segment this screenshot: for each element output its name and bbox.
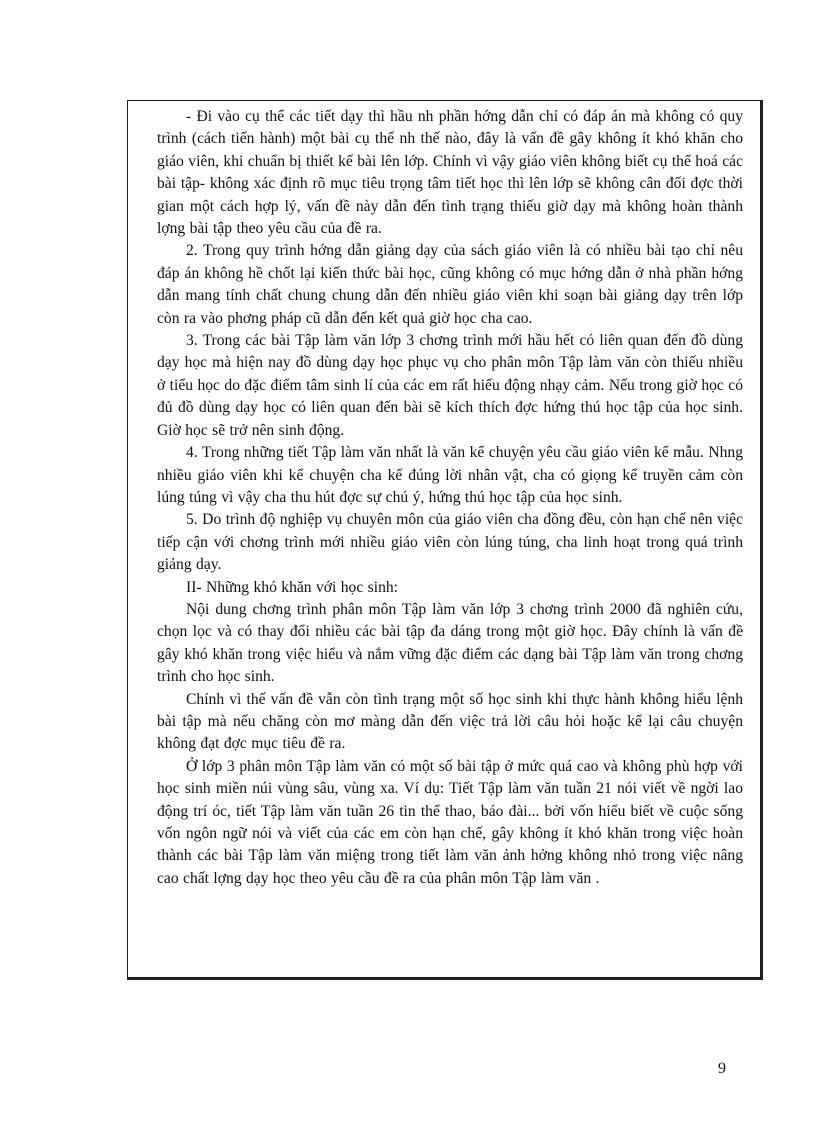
paragraph: Ở lớp 3 phân môn Tập làm văn có một số bài tập ở mức quá cao và không phù hợp với học sinh miền núi vùng sâu, vùng xa. Ví dụ: Tiết Tập làm văn tuần 21 nói viết về ngời lao động trí óc, tiết Tập làm văn tuần 26 tin thể thao, báo đài... bởi vốn hiểu biết về cuộc sống vốn ngôn ngữ nói và viết của các em còn hạn chế, gây không ít khó khăn trong việc hoàn thành các bài Tập làm văn miệng trong tiết làm văn ảnh hởng không nhỏ trong việc nâng cao chất lợng dạy học theo yêu cầu đề ra của phân môn Tập làm văn . bbox=[157, 757, 743, 887]
body-text bbox=[157, 106, 743, 890]
text-frame bbox=[127, 100, 763, 980]
paragraph: 4. Trong những tiết Tập làm văn nhất là văn kể chuyện yêu cầu giáo viên kể mẫu. Nhng nhiều giáo viên khi kể chuyện cha kể đúng lời nhân vật, cha có giọng kể truyền cảm còn lúng túng vì vậy cha thu hút đợc sự chú ý, hứng thú học tập của học sinh. bbox=[157, 444, 743, 506]
paragraph: 2. Trong quy trình hớng dẫn giảng dạy của sách giáo viên là có nhiều bài tạo chỉ nêu đáp án không hề chốt lại kiến thức bài học, cũng không có mục hớng dẫn ở nhà phần hớng dẫn mang tính chất chung chung dẫn đến nhiều giáo viên khi soạn bài giảng dạy trên lớp còn ra vào phơng pháp cũ dẫn đến kết quả giờ học cha cao. bbox=[157, 242, 743, 327]
paragraph: Nội dung chơng trình phân môn Tập làm văn lớp 3 chơng trình 2000 đã nghiên cứu, chọn lọc và có thay đổi nhiều các bài tập đa dáng trong một giờ học. Đây chính là vấn đề gây khó khăn trong việc hiểu và nắm vững đặc điểm các dạng bài Tập làm văn trong chơng trình cho học sinh. bbox=[157, 600, 743, 686]
paragraph: 3. Trong các bài Tập làm văn lớp 3 chơng trình mới hầu hết có liên quan đến đồ dùng dạy học mà hiện nay đồ dùng dạy học phục vụ cho phân môn Tập làm văn còn thiếu nhiều ở tiểu học do đặc điểm tâm sinh lí của các em rất hiếu động nhạy cảm. Nếu trong giờ học có đủ đồ dùng dạy học có liên quan đến bài sẽ kích thích đợc hứng thú học tập của học sinh. Giờ học sẽ trở nên sinh động. bbox=[157, 332, 743, 439]
paragraph: - Đi vào cụ thể các tiết dạy thì hầu nh phần hớng dẫn chỉ có đáp án mà không có quy trình (cách tiến hành) một bài cụ thể nh thế nào, đây là vấn đề gây không ít khó khăn cho giáo viên, khi chuẩn bị thiết kế bài lên lớp. Chính vì vậy giáo viên không biết cụ thể hoá các bài tập- không xác định rõ mục tiêu trọng tâm tiết học thì lên lớp sẽ không cân đối đợc thời gian một cách hợp lý, vấn đề này dẫn đến tình trạng thiếu giờ dạy mà không hoàn thành lợng bài tập theo yêu cầu của đề ra. bbox=[157, 108, 743, 238]
section-heading: II- Những khó khăn với học sinh: bbox=[186, 578, 398, 596]
paragraph: 5. Do trình độ nghiệp vụ chuyên môn của giáo viên cha đồng đều, còn hạn chế nên việc tiếp cận với chơng trình mới nhiều giáo viên còn lúng túng, cha linh hoạt trong quá trình giảng dạy. bbox=[157, 511, 743, 574]
paragraph: Chính vì thế vấn đề vẫn còn tình trạng một số học sinh khi thực hành không hiểu lệnh bài tập mà nếu chăng còn mơ màng dẫn đến việc trả lời câu hỏi hoặc kể lại câu chuyện không đạt đợc mục tiêu đề ra. bbox=[157, 690, 743, 753]
page-number: 9 bbox=[718, 1060, 726, 1077]
